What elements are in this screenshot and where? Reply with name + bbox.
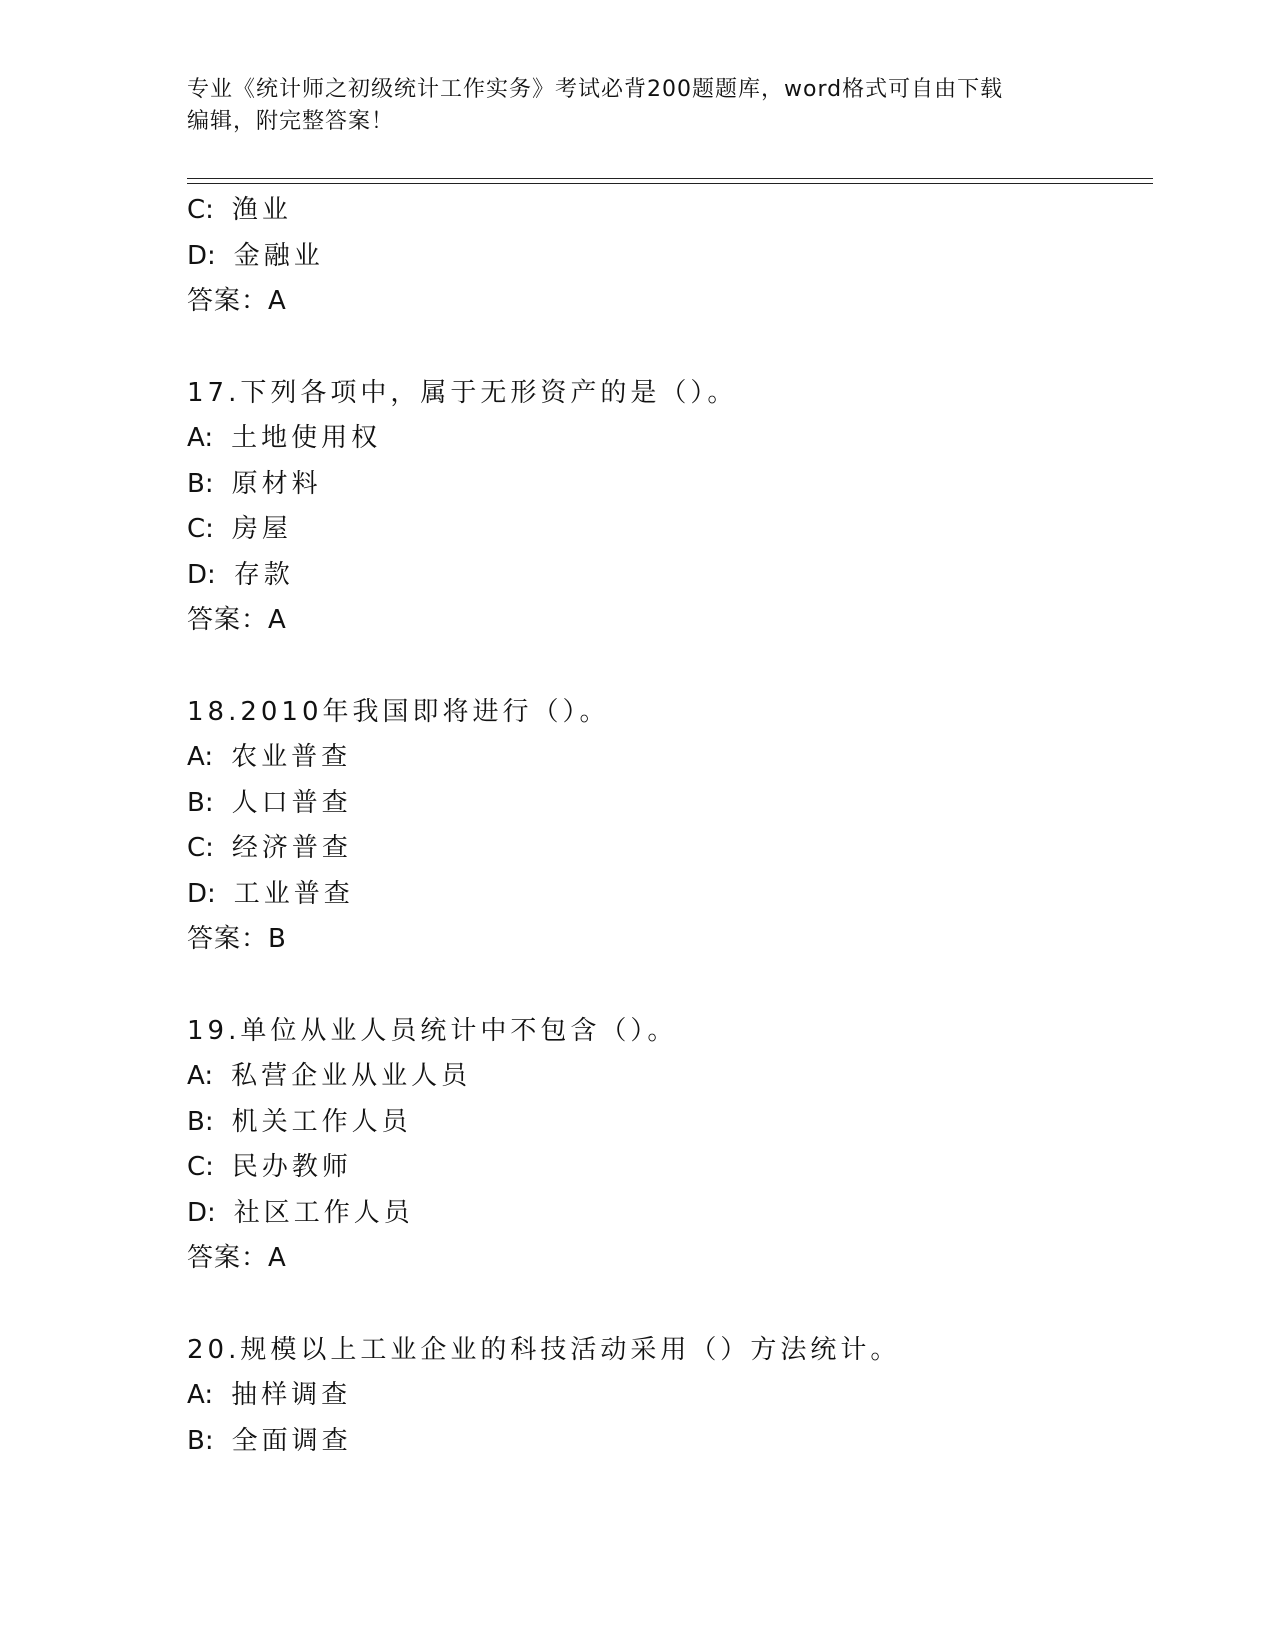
header-divider-bottom (187, 183, 1153, 184)
document-header (187, 74, 1067, 138)
answer-line: 答案：A (187, 1243, 287, 1273)
question-18 (187, 690, 1153, 963)
option-a: A: 土地使用权 (187, 423, 382, 453)
answer-line: 答案：A (187, 605, 287, 635)
question-16-continued (187, 188, 1153, 325)
option-a: A: 农业普查 (187, 742, 352, 772)
option-d: D: 存款 (187, 559, 294, 590)
header-line-2: 编辑，附完整答案！ (187, 109, 395, 134)
option-b: B: 人口普查 (187, 787, 352, 818)
option-c: C: 房屋 (187, 514, 292, 544)
option-c: C: 经济普查 (187, 833, 352, 863)
option-a: A: 抽样调查 (187, 1380, 352, 1410)
header-divider-top (187, 178, 1153, 179)
option-a: A: 私营企业从业人员 (187, 1061, 472, 1091)
question-19 (187, 1009, 1153, 1282)
option-d: D: 社区工作人员 (187, 1197, 414, 1228)
option-b: B: 全面调查 (187, 1425, 352, 1456)
question-20 (187, 1328, 1153, 1465)
question-stem: 19.单位从业人员统计中不包含（）。 (187, 1015, 678, 1046)
question-list (187, 188, 1153, 1464)
option-d: D: 金融业 (187, 240, 324, 271)
question-stem: 17.下列各项中，属于无形资产的是（）。 (187, 377, 738, 408)
answer-line: 答案：B (187, 924, 287, 954)
header-line-1: 专业《统计师之初级统计工作实务》考试必背200题题库，word格式可自由下载 (187, 77, 1004, 102)
question-17 (187, 371, 1153, 644)
option-d: D: 工业普查 (187, 878, 354, 909)
answer-line: 答案：A (187, 286, 287, 316)
question-stem: 20.规模以上工业企业的科技活动采用（）方法统计。 (187, 1334, 901, 1365)
question-stem: 18.2010年我国即将进行（）。 (187, 696, 610, 727)
option-c: C: 渔业 (187, 195, 292, 225)
option-c: C: 民办教师 (187, 1152, 352, 1182)
option-b: B: 机关工作人员 (187, 1106, 412, 1137)
option-b: B: 原材料 (187, 468, 322, 499)
